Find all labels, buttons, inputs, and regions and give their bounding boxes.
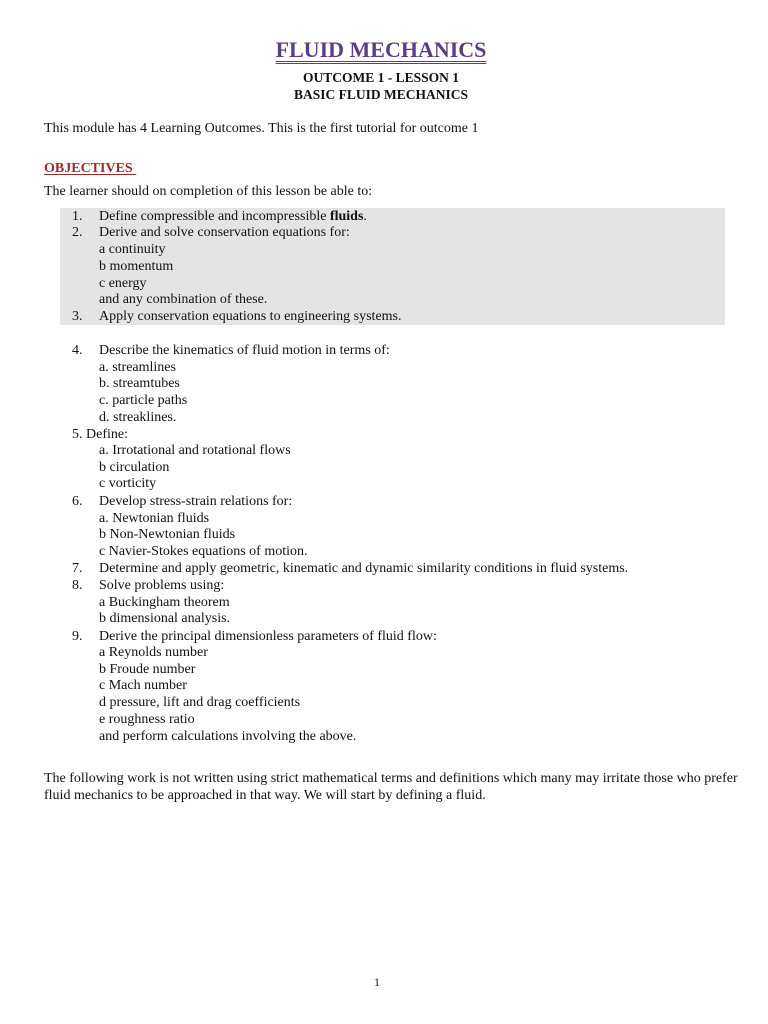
objective-item-2a: a continuity	[99, 242, 166, 257]
objective-item-9f: and perform calculations involving the above.	[99, 729, 357, 744]
objective-item-2: Derive and solve conservation equations for:	[99, 225, 350, 240]
objective-item-9: Derive the principal dimensionless parameters of fluid flow:	[99, 629, 437, 644]
objective-item-6a: a. Newtonian fluids	[99, 511, 210, 526]
objective-item-4a: a. streamlines	[99, 360, 176, 375]
objective-item-4b: b. streamtubes	[99, 376, 180, 391]
objective-item-5c: c vorticity	[99, 476, 157, 491]
learner-statement: The learner should on completion of this lesson be able to:	[44, 184, 373, 199]
document-title: FLUID MECHANICS	[275, 37, 487, 62]
item-number-9: 9.	[72, 629, 83, 644]
item-number-4: 4.	[72, 343, 83, 358]
page-number: 1	[374, 975, 380, 989]
objective-item-6b: b Non-Newtonian fluids	[99, 527, 236, 542]
objective-item-8: Solve problems using:	[99, 578, 225, 593]
objective-item-9e: e roughness ratio	[99, 712, 195, 727]
objective-item-9b: b Froude number	[99, 662, 196, 677]
outcome-subtitle: OUTCOME 1 - LESSON 1	[302, 70, 460, 85]
objective-item-1-text: Define compressible and incompressible	[99, 209, 330, 224]
item-number-3: 3.	[72, 309, 83, 324]
item-number-8: 8.	[72, 578, 83, 593]
objective-item-3: Apply conservation equations to engineering systems.	[99, 309, 402, 324]
objective-item-4c: c. particle paths	[99, 393, 188, 408]
item-number-6: 6.	[72, 494, 83, 509]
objectives-heading: OBJECTIVES	[44, 161, 137, 176]
objective-item-1-bold: fluids	[329, 209, 364, 224]
objective-item-8b: b dimensional analysis.	[99, 611, 231, 626]
item-number-2: 2.	[72, 225, 83, 240]
objective-item-4: Describe the kinematics of fluid motion in terms of:	[99, 343, 390, 358]
objective-item-9d: d pressure, lift and drag coefficients	[99, 695, 301, 710]
objective-item-7: Determine and apply geometric, kinematic and dynamic similarity conditions in fluid systems.	[99, 561, 629, 576]
objective-item-8a: a Buckingham theorem	[99, 595, 230, 610]
objective-item-6: Develop stress-strain relations for:	[99, 494, 293, 509]
lesson-subtitle: BASIC FLUID MECHANICS	[293, 87, 469, 102]
objective-item-2b: b momentum	[99, 259, 174, 274]
objective-item-1	[99, 208, 367, 225]
objective-item-5b: b circulation	[99, 460, 170, 475]
objective-item-2c: c energy	[99, 276, 147, 291]
item-number-1: 1.	[72, 209, 83, 224]
closing-paragraph: The following work is not written using strict mathematical terms and definitions which many may irritate those who prefer fluid mechanics to be approached in that way. We will start by defining a fluid.	[44, 771, 738, 803]
item-number-7: 7.	[72, 561, 83, 576]
objective-item-2d: and any combination of these.	[99, 292, 268, 307]
objective-item-6c: c Navier-Stokes equations of motion.	[99, 544, 308, 559]
objective-item-9c: c Mach number	[99, 678, 187, 693]
intro-paragraph: This module has 4 Learning Outcomes. This is the first tutorial for outcome 1	[44, 121, 479, 136]
item-number-5: 5. Define:	[72, 427, 128, 442]
objective-item-4d: d. streaklines.	[99, 410, 177, 425]
objective-item-1-end: .	[363, 209, 367, 224]
objective-item-5a: a. Irrotational and rotational flows	[99, 443, 291, 458]
objective-item-9a: a Reynolds number	[99, 645, 208, 660]
